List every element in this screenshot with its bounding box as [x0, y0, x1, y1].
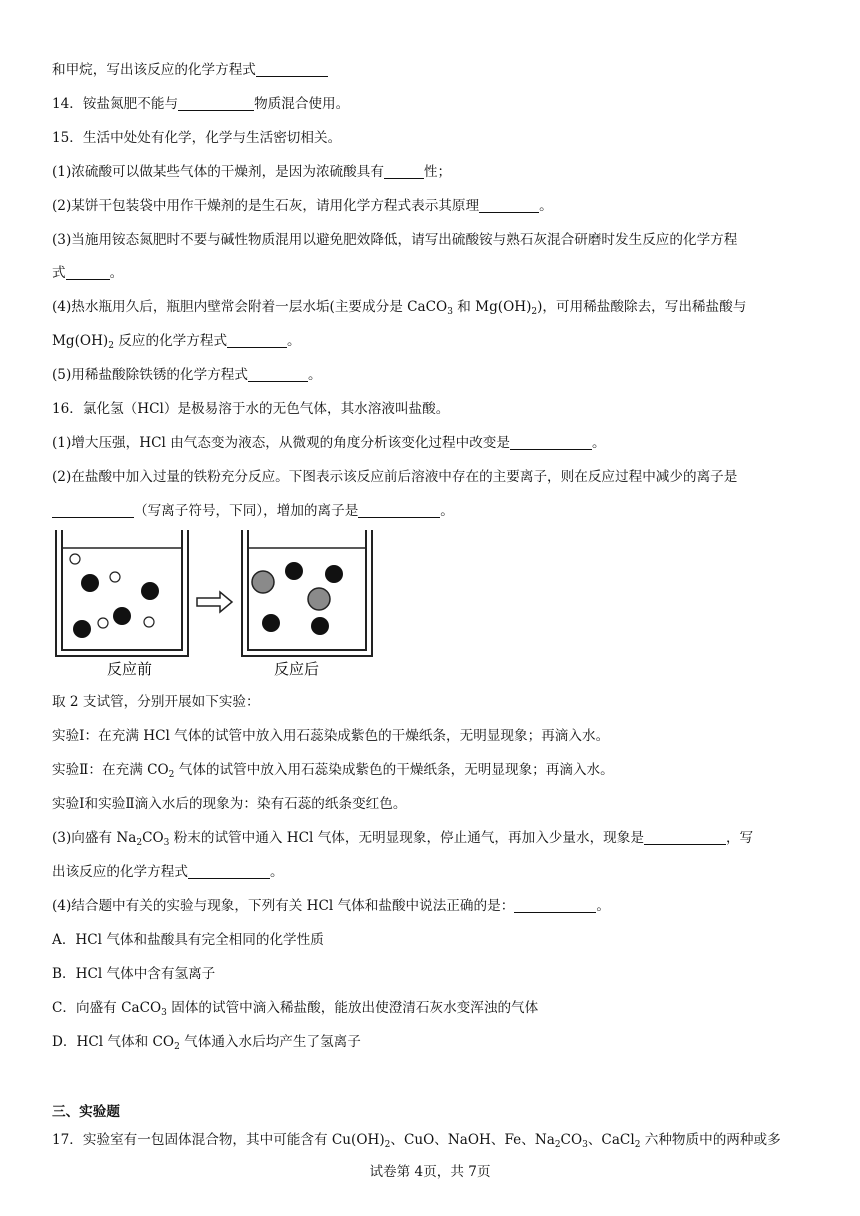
- q16-part-3-cont: 出该反应的化学方程式 。: [52, 864, 284, 880]
- option-c: C．向盛有 CaCO$_3$ 固体的试管中滴入稀盐酸，能放出使澄清石灰水变浑浊的气体: [52, 1000, 539, 1018]
- experiment-1: 实验Ⅰ：在充满 HCl 气体的试管中放入用石蕊染成紫色的干燥纸条，无明显现象；再滴入水。: [52, 728, 610, 744]
- ion-white: [144, 617, 154, 627]
- ion-black: [141, 582, 159, 600]
- q15-part-2: (2)某饼干包装袋中用作干燥剂的是生石灰，请用化学方程式表示其原理 。: [52, 198, 553, 214]
- label-after: 反应后: [274, 660, 320, 678]
- page-footer: 试卷第 4页，共 7页: [369, 1164, 491, 1180]
- q16-part-2-cont: （写离子符号，下同），增加的离子是 。: [52, 501, 454, 521]
- ion-grey: [308, 588, 330, 610]
- q15-part-4: (4)热水瓶用久后，瓶胆内壁常会附着一层水垢(主要成分是 CaCO$_3$ 和 $Mg(OH)_2$)，可用稀盐酸除去，写出稀盐酸与: [52, 299, 747, 317]
- text-line-1: 和甲烷，写出该反应的化学方程式: [52, 60, 328, 80]
- label-before: 反应前: [107, 660, 153, 678]
- question-15: 15．生活中处处有化学，化学与生活密切相关。: [52, 130, 342, 146]
- q15-part-3: (3)当施用铵态氮肥时不要与碱性物质混用以避免肥效降低，请写出硫酸铵与熟石灰混合研磨时发生反应的化学方程: [52, 232, 738, 248]
- ion-black: [113, 607, 131, 625]
- ion-white: [70, 554, 80, 564]
- right-arrow-icon: [197, 592, 232, 612]
- q16-part-4: (4)结合题中有关的实验与现象，下列有关 HCl 气体和盐酸中说法正确的是： 。: [52, 898, 610, 914]
- ion-black: [262, 614, 280, 632]
- q15-part-4-cont: $Mg(OH)_2$ 反应的化学方程式 。: [52, 333, 301, 351]
- section-heading: 三、实验题: [52, 1104, 120, 1120]
- experiment-result: 实验Ⅰ和实验Ⅱ滴入水后的现象为：染有石蕊的纸条变红色。: [52, 796, 407, 812]
- beaker-before: [56, 530, 188, 656]
- question-14: 14．铵盐氮肥不能与 物质混合使用。: [52, 96, 350, 112]
- question-17: 17．实验室有一包固体混合物，其中可能含有 $Cu(OH)_2$、CuO、NaOH、Fe、$Na_2CO_3$、CaCl$_2$ 六种物质中的两种或多: [52, 1132, 781, 1150]
- beaker-after: [242, 530, 372, 656]
- q16-part-1: (1)增大压强，HCl 由气态变为液态，从微观的角度分析该变化过程中改变是 。: [52, 435, 606, 451]
- q16-part-2: (2)在盐酸中加入过量的铁粉充分反应。下图表示该反应前后溶液中存在的主要离子，则在反应过程中减少的离子是: [52, 469, 738, 485]
- ion-white: [110, 572, 120, 582]
- experiment-2: 实验Ⅱ：在充满 $CO_2$ 气体的试管中放入用石蕊染成紫色的干燥纸条，无明显现象；再滴入水。: [52, 762, 614, 780]
- question-16: 16．氯化氢（HCl）是极易溶于水的无色气体，其水溶液叫盐酸。: [52, 401, 450, 417]
- ion-black: [285, 562, 303, 580]
- ion-black: [311, 617, 329, 635]
- option-b: B．HCl 气体中含有氢离子: [52, 966, 216, 982]
- ion-white: [98, 618, 108, 628]
- ion-reaction-figure: [52, 526, 382, 678]
- ion-grey: [252, 571, 274, 593]
- ion-black: [73, 620, 91, 638]
- option-d: D．HCl 气体和 $CO_2$ 气体通入水后均产生了氢离子: [52, 1034, 361, 1052]
- ion-black: [325, 565, 343, 583]
- experiment-intro: 取 2 支试管，分别开展如下实验：: [52, 694, 260, 710]
- q15-part-1: (1)浓硫酸可以做某些气体的干燥剂，是因为浓硫酸具有 性；: [52, 164, 452, 180]
- ion-black: [81, 574, 99, 592]
- q15-part-5: (5)用稀盐酸除铁锈的化学方程式 。: [52, 367, 322, 383]
- option-a: A．HCl 气体和盐酸具有完全相同的化学性质: [52, 932, 324, 948]
- q15-part-3-cont: 式 。: [52, 265, 124, 281]
- q16-part-3: (3)向盛有 $Na_2CO_3$ 粉末的试管中通入 HCl 气体，无明显现象，停止通气，再加入少量水，现象是 ，写: [52, 830, 754, 848]
